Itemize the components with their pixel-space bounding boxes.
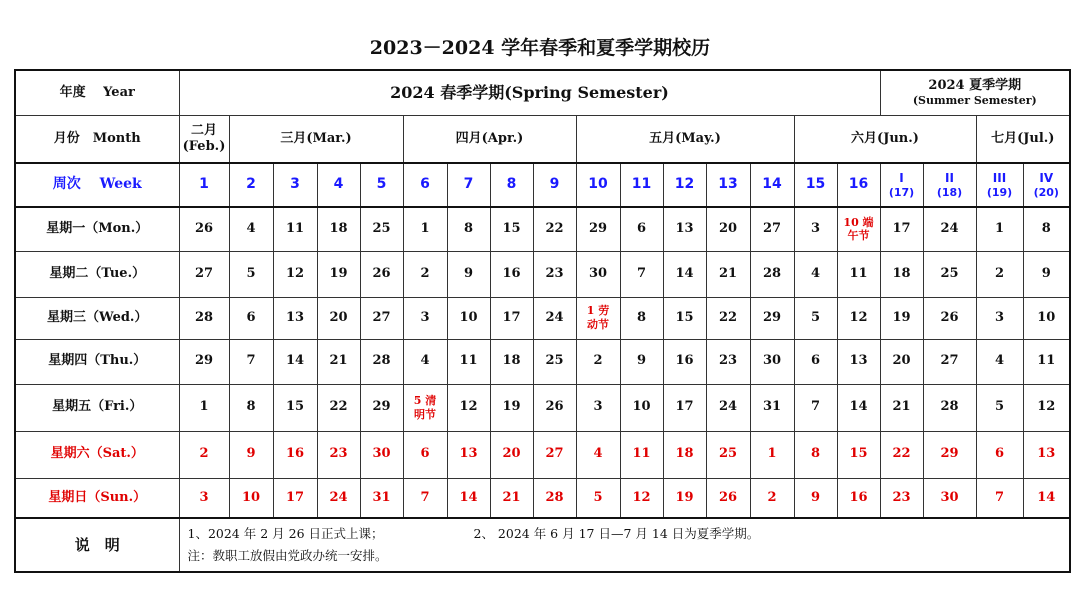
date-cell: 3 — [179, 478, 229, 518]
date-cell: 22 — [317, 384, 360, 431]
week-number: III — [992, 170, 1007, 185]
week-12 — [663, 163, 706, 207]
week-I — [880, 163, 923, 207]
month-feb-cn: 二月 — [190, 122, 217, 138]
week-number: 11 — [631, 176, 652, 193]
date-cell: 17 — [663, 384, 706, 431]
week-IV — [1023, 163, 1070, 207]
date-cell: 11 — [273, 207, 317, 251]
date-cell: 22 — [880, 431, 923, 478]
day-row — [15, 384, 1070, 431]
date-cell: 18 — [880, 251, 923, 297]
notes-content — [179, 518, 1070, 572]
week-number: 2 — [246, 176, 256, 193]
date-cell: 4 — [976, 339, 1023, 384]
date-cell: 29 — [576, 207, 620, 251]
week-2 — [229, 163, 273, 207]
date-cell: 4 — [794, 251, 837, 297]
date-cell: 9 — [447, 251, 490, 297]
date-cell: 6 — [794, 339, 837, 384]
date-cell: 17 — [273, 478, 317, 518]
day-row — [15, 207, 1070, 251]
week-number: 15 — [805, 176, 826, 193]
date-cell: 3 — [576, 384, 620, 431]
date-cell: 15 — [273, 384, 317, 431]
date-cell: 23 — [706, 339, 750, 384]
date-cell: 29 — [750, 297, 794, 339]
date-cell: 21 — [490, 478, 533, 518]
day-label: 星期二（Tue.） — [15, 251, 179, 297]
date-cell: 18 — [317, 207, 360, 251]
date-cell: 20 — [880, 339, 923, 384]
date-cell: 7 — [620, 251, 663, 297]
date-cell: 20 — [317, 297, 360, 339]
date-cell: 26 — [179, 207, 229, 251]
day-row — [15, 478, 1070, 518]
week-sub-number: (17) — [888, 185, 915, 199]
holiday-cell: 1 劳 动节 — [576, 297, 620, 339]
date-cell: 24 — [317, 478, 360, 518]
summer-cn: 2024 夏季学期 — [928, 77, 1022, 93]
date-cell: 27 — [750, 207, 794, 251]
day-label: 星期一（Mon.） — [15, 207, 179, 251]
date-cell: 1 — [179, 384, 229, 431]
day-row — [15, 339, 1070, 384]
week-number: 8 — [506, 176, 517, 193]
date-cell: 4 — [576, 431, 620, 478]
date-cell: 16 — [837, 478, 880, 518]
month-may: 五月(May.) — [576, 115, 794, 163]
date-cell: 28 — [360, 339, 403, 384]
date-cell: 19 — [880, 297, 923, 339]
date-cell: 3 — [976, 297, 1023, 339]
week-13 — [706, 163, 750, 207]
date-cell: 7 — [229, 339, 273, 384]
date-cell: 25 — [706, 431, 750, 478]
day-label: 星期四（Thu.） — [15, 339, 179, 384]
week-number: 1 — [199, 176, 209, 193]
day-label: 星期三（Wed.） — [15, 297, 179, 339]
date-cell: 24 — [706, 384, 750, 431]
date-cell: 28 — [750, 251, 794, 297]
date-cell: 14 — [1023, 478, 1070, 518]
week-number: 4 — [333, 176, 344, 193]
week-number: 16 — [848, 176, 869, 193]
date-cell: 2 — [976, 251, 1023, 297]
week-number: 14 — [762, 176, 782, 193]
date-cell: 19 — [663, 478, 706, 518]
date-cell: 16 — [490, 251, 533, 297]
date-cell: 5 — [976, 384, 1023, 431]
date-cell: 1 — [750, 431, 794, 478]
date-cell: 30 — [923, 478, 976, 518]
date-cell: 26 — [923, 297, 976, 339]
date-cell: 8 — [1023, 207, 1070, 251]
week-15 — [794, 163, 837, 207]
date-cell: 31 — [750, 384, 794, 431]
week-II — [923, 163, 976, 207]
date-cell: 21 — [880, 384, 923, 431]
day-label: 星期五（Fri.） — [15, 384, 179, 431]
week-label: 周次 Week — [15, 163, 179, 207]
month-feb-en: (Feb.) — [182, 138, 226, 154]
date-cell: 9 — [620, 339, 663, 384]
date-cell: 6 — [620, 207, 663, 251]
date-cell: 31 — [360, 478, 403, 518]
date-cell: 4 — [403, 339, 447, 384]
date-cell: 19 — [490, 384, 533, 431]
date-cell: 9 — [794, 478, 837, 518]
week-1 — [179, 163, 229, 207]
week-10 — [576, 163, 620, 207]
date-cell: 14 — [447, 478, 490, 518]
day-row — [15, 431, 1070, 478]
note-1: 1、2024 年 2 月 26 日正式上课； — [187, 526, 384, 541]
week-number: 5 — [376, 176, 387, 193]
date-cell: 28 — [533, 478, 576, 518]
date-cell: 10 — [620, 384, 663, 431]
date-cell: 26 — [706, 478, 750, 518]
date-cell: 20 — [706, 207, 750, 251]
date-cell: 1 — [403, 207, 447, 251]
week-number: IV — [1039, 170, 1054, 185]
date-cell: 14 — [663, 251, 706, 297]
date-cell: 17 — [490, 297, 533, 339]
date-cell: 5 — [576, 478, 620, 518]
date-cell: 5 — [794, 297, 837, 339]
week-14 — [750, 163, 794, 207]
date-cell: 13 — [1023, 431, 1070, 478]
week-number: 7 — [463, 176, 474, 193]
date-cell: 12 — [273, 251, 317, 297]
notes-label: 说 明 — [15, 518, 179, 572]
date-cell: 8 — [620, 297, 663, 339]
week-sub-number: (20) — [1033, 185, 1059, 199]
month-jul: 七月(Jul.) — [976, 115, 1070, 163]
date-cell: 16 — [273, 431, 317, 478]
date-cell: 13 — [273, 297, 317, 339]
date-cell: 11 — [837, 251, 880, 297]
date-cell: 20 — [490, 431, 533, 478]
date-cell: 23 — [317, 431, 360, 478]
date-cell: 6 — [229, 297, 273, 339]
date-cell: 29 — [923, 431, 976, 478]
week-16 — [837, 163, 880, 207]
date-cell: 26 — [360, 251, 403, 297]
week-7 — [447, 163, 490, 207]
date-cell: 2 — [750, 478, 794, 518]
day-row — [15, 297, 1070, 339]
date-cell: 8 — [229, 384, 273, 431]
year-label: 年度 Year — [15, 70, 179, 115]
date-cell: 22 — [533, 207, 576, 251]
date-cell: 11 — [447, 339, 490, 384]
summer-en: (Summer Semester) — [912, 94, 1037, 107]
date-cell: 14 — [837, 384, 880, 431]
date-cell: 21 — [706, 251, 750, 297]
date-cell: 7 — [794, 384, 837, 431]
week-number: II — [945, 170, 954, 185]
date-cell: 15 — [663, 297, 706, 339]
week-5 — [360, 163, 403, 207]
month-mar: 三月(Mar.) — [229, 115, 403, 163]
date-cell: 30 — [750, 339, 794, 384]
school-calendar-table — [14, 69, 1071, 573]
date-cell: 8 — [447, 207, 490, 251]
date-cell: 11 — [620, 431, 663, 478]
date-cell: 26 — [533, 384, 576, 431]
date-cell: 2 — [403, 251, 447, 297]
month-feb — [179, 115, 229, 163]
week-number: 6 — [420, 176, 430, 193]
date-cell: 10 — [447, 297, 490, 339]
date-cell: 2 — [179, 431, 229, 478]
date-cell: 25 — [533, 339, 576, 384]
week-number: 9 — [549, 176, 560, 193]
week-9 — [533, 163, 576, 207]
week-number: 10 — [588, 176, 608, 193]
date-cell: 14 — [273, 339, 317, 384]
note-2: 2、 2024 年 6 月 17 日—7 月 14 日为夏季学期。 — [473, 526, 760, 541]
date-cell: 23 — [533, 251, 576, 297]
week-sub-number: (19) — [986, 185, 1013, 199]
date-cell: 15 — [837, 431, 880, 478]
date-cell: 12 — [1023, 384, 1070, 431]
date-cell: 8 — [794, 431, 837, 478]
date-cell: 21 — [317, 339, 360, 384]
day-row — [15, 251, 1070, 297]
date-cell: 25 — [923, 251, 976, 297]
week-3 — [273, 163, 317, 207]
date-cell: 11 — [1023, 339, 1070, 384]
date-cell: 6 — [403, 431, 447, 478]
date-cell: 3 — [794, 207, 837, 251]
month-label: 月份 Month — [15, 115, 179, 163]
date-cell: 15 — [490, 207, 533, 251]
week-8 — [490, 163, 533, 207]
date-cell: 28 — [923, 384, 976, 431]
date-cell: 10 — [229, 478, 273, 518]
holiday-cell: 5 清 明节 — [403, 384, 447, 431]
date-cell: 27 — [533, 431, 576, 478]
date-cell: 28 — [179, 297, 229, 339]
week-III — [976, 163, 1023, 207]
date-cell: 25 — [360, 207, 403, 251]
date-cell: 24 — [923, 207, 976, 251]
date-cell: 12 — [837, 297, 880, 339]
date-cell: 12 — [620, 478, 663, 518]
date-cell: 13 — [663, 207, 706, 251]
date-cell: 18 — [490, 339, 533, 384]
date-cell: 4 — [229, 207, 273, 251]
date-cell: 18 — [663, 431, 706, 478]
date-cell: 1 — [976, 207, 1023, 251]
week-number: 12 — [674, 176, 695, 193]
date-cell: 23 — [880, 478, 923, 518]
date-cell: 24 — [533, 297, 576, 339]
month-apr: 四月(Apr.) — [403, 115, 576, 163]
week-number: I — [899, 170, 904, 185]
date-cell: 29 — [179, 339, 229, 384]
date-cell: 13 — [837, 339, 880, 384]
holiday-cell: 10 端 午节 — [837, 207, 880, 251]
date-cell: 27 — [360, 297, 403, 339]
month-jun: 六月(Jun.) — [794, 115, 976, 163]
date-cell: 27 — [179, 251, 229, 297]
date-cell: 7 — [976, 478, 1023, 518]
date-cell: 16 — [663, 339, 706, 384]
date-cell: 7 — [403, 478, 447, 518]
week-sub-number: (18) — [936, 185, 963, 199]
date-cell: 10 — [1023, 297, 1070, 339]
date-cell: 27 — [923, 339, 976, 384]
date-cell: 2 — [576, 339, 620, 384]
calendar-title: 2023－2024 学年春季和夏季学期校历 — [369, 37, 711, 59]
date-cell: 30 — [576, 251, 620, 297]
week-number: 13 — [718, 176, 738, 193]
week-number: 3 — [290, 176, 300, 193]
spring-semester-header: 2024 春季学期(Spring Semester) — [179, 70, 880, 115]
date-cell: 30 — [360, 431, 403, 478]
day-label: 星期六（Sat.） — [15, 431, 179, 478]
date-cell: 17 — [880, 207, 923, 251]
summer-semester-header — [880, 70, 1070, 115]
date-cell: 5 — [229, 251, 273, 297]
date-cell: 29 — [360, 384, 403, 431]
date-cell: 12 — [447, 384, 490, 431]
date-cell: 22 — [706, 297, 750, 339]
date-cell: 6 — [976, 431, 1023, 478]
date-cell: 3 — [403, 297, 447, 339]
date-cell: 19 — [317, 251, 360, 297]
date-cell: 9 — [1023, 251, 1070, 297]
week-6 — [403, 163, 447, 207]
note-3: 注：教职工放假由党政办统一安排。 — [187, 548, 388, 563]
date-cell: 13 — [447, 431, 490, 478]
week-11 — [620, 163, 663, 207]
week-4 — [317, 163, 360, 207]
date-cell: 9 — [229, 431, 273, 478]
day-label: 星期日（Sun.） — [15, 478, 179, 518]
